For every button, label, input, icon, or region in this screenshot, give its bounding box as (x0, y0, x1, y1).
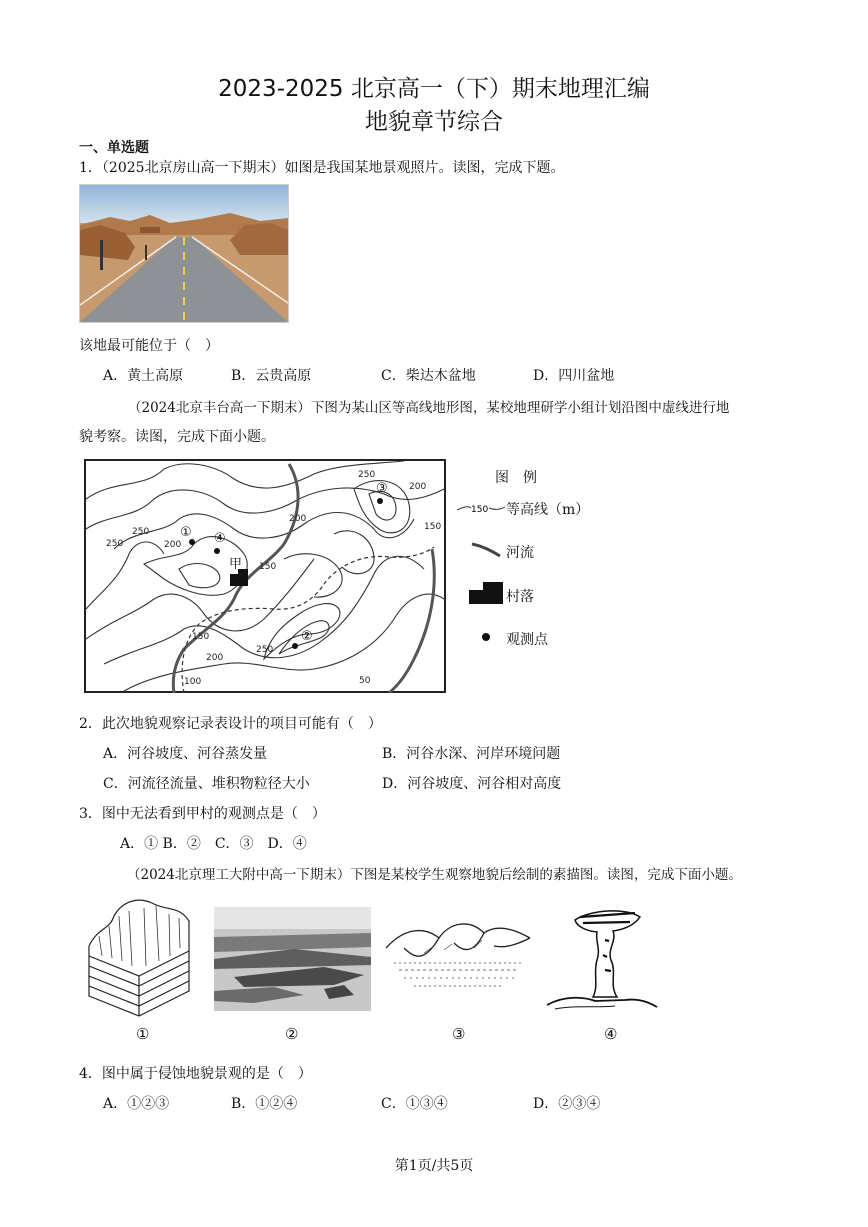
sketch-caption-2: ② (285, 1025, 299, 1043)
legend-contour-icon (455, 500, 505, 516)
contour-label: 200 (289, 514, 307, 524)
q2-option-c: C．河流径流量、堆积物粒径大小 (103, 776, 310, 792)
legend-title: 图 例 (495, 470, 537, 486)
sketch-caption-3: ③ (452, 1025, 466, 1043)
group4-intro: （2024北京理工大附中高一下期末）下图是某校学生观察地貌后绘制的素描图。读图，完成下面小题。 (127, 867, 742, 883)
document-subtitle: 地貌章节综合 (365, 109, 503, 135)
contour-label: 150 (192, 632, 210, 642)
map-point-1: ① (180, 525, 192, 540)
legend-point-label: 观测点 (506, 632, 548, 648)
contour-label: 250 (106, 539, 124, 549)
contour-label: 150 (259, 562, 277, 572)
sketch-2-landform-photo (214, 907, 371, 1011)
map-point-3: ③ (376, 481, 388, 496)
contour-label: 250 (256, 645, 274, 655)
contour-label: 100 (184, 677, 202, 687)
sketch-3-dunes (384, 918, 532, 994)
group2-intro-line1: （2024北京丰台高一下期末）下图为某山区等高线地形图，某校地理研学小组计划沿图中虚线进行地 (128, 400, 730, 416)
map-point-2: ② (301, 629, 313, 644)
legend-point-icon (481, 632, 491, 642)
q2-stem: 2．此次地貌观察记录表设计的项目可能有（ ） (79, 716, 382, 732)
legend-contour-label: 等高线（m） (506, 502, 590, 518)
contour-label: 150 (424, 522, 442, 532)
sketch-1-block-landform (84, 896, 194, 1018)
group2-intro-line2: 貌考察。读图，完成下面小题。 (79, 429, 275, 445)
q1-option-d: D．四川盆地 (533, 368, 615, 384)
contour-label: 200 (206, 653, 224, 663)
q1-option-c: C．柴达木盆地 (381, 368, 476, 384)
q1-option-b: B．云贵高原 (231, 368, 312, 384)
q1-option-a: A．黄土高原 (103, 368, 184, 384)
sketch-caption-1: ① (136, 1025, 150, 1043)
legend-river-label: 河流 (506, 545, 534, 561)
legend-village-icon (469, 582, 503, 604)
contour-map (84, 459, 446, 693)
q3-options: A．① B．② C．③ D．④ (120, 836, 307, 852)
q4-option-b: B．①②④ (231, 1096, 298, 1112)
contour-label: 200 (409, 482, 427, 492)
q2-option-a: A．河谷坡度、河谷蒸发量 (103, 746, 268, 762)
map-village-jia: 甲 (229, 557, 243, 572)
document-title: 2023-2025 北京高一（下）期末地理汇编 (218, 76, 650, 102)
legend-village-label: 村落 (506, 589, 534, 605)
q4-option-a: A．①②③ (103, 1096, 170, 1112)
landscape-photo (79, 184, 289, 323)
q2-option-d: D．河谷坡度、河谷相对高度 (382, 776, 562, 792)
svg-text:150: 150 (471, 505, 489, 515)
sketch-4-mushroom-rock (545, 905, 660, 1013)
q4-stem: 4．图中属于侵蚀地貌景观的是（ ） (79, 1066, 312, 1082)
section-heading: 一、单选题 (79, 140, 149, 156)
q1-question: 该地最可能位于（ ） (79, 338, 219, 354)
page-footer: 第1页/共5页 (394, 1158, 474, 1174)
legend-river-icon (470, 540, 502, 558)
q2-option-b: B．河谷水深、河岸环境问题 (382, 746, 561, 762)
q4-option-d: D．②③④ (533, 1096, 601, 1112)
q4-option-c: C．①③④ (381, 1096, 448, 1112)
q3-stem: 3．图中无法看到甲村的观测点是（ ） (79, 806, 326, 822)
contour-label: 250 (358, 470, 376, 480)
contour-label: 250 (132, 527, 150, 537)
q1-stem: 1．（2025北京房山高一下期末）如图是我国某地景观照片。读图，完成下题。 (79, 160, 565, 176)
contour-label: 50 (359, 676, 371, 686)
contour-label: 200 (164, 540, 182, 550)
sketch-caption-4: ④ (604, 1025, 618, 1043)
map-point-4: ④ (214, 531, 226, 546)
